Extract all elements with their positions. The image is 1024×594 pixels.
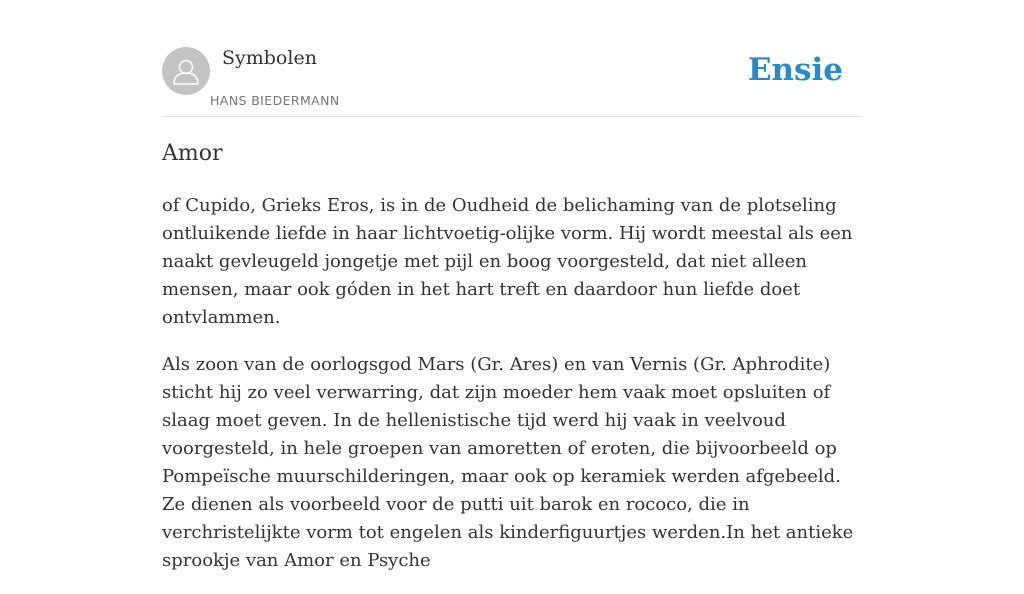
book-title[interactable]: Symbolen	[222, 47, 317, 69]
author-name[interactable]: HANS BIEDERMANN	[210, 93, 340, 108]
user-placeholder-icon	[162, 47, 210, 95]
entry-title: Amor	[162, 141, 223, 166]
header	[162, 0, 862, 117]
site-logo[interactable]: Ensie	[747, 52, 843, 88]
entry-paragraph: Als zoon van de oorlogsgod Mars (Gr. Ares) en van Vernis (Gr. Aphrodite) sticht hij zo veel verwarring, dat zijn moeder hem vaak moet opsluiten of slaag moet geven. In de hellenistische tijd werd hij vaak in veelvoud voorgesteld, in hele groepen van amoretten of eroten, die bijvoorbeeld op Pompeïsche muurschilderingen, maar ook op keramiek werden afgebeeld. Ze dienen als voorbeeld voor de putti uit barok en rococo, die in verchristelijkte vorm tot engelen als kinderfiguurtjes werden.In het antieke sprookje van Amor en Psyche	[162, 354, 854, 571]
entry-content	[162, 138, 862, 594]
entry-paragraph: of Cupido, Grieks Eros, is in de Oudheid de belichaming van de plotseling ontluikende liefde in haar lichtvoetig-olijke vorm. Hij wordt meestal als een naakt gevleugeld jongetje met pijl en boog voorgesteld, dat niet alleen mensen, maar ook góden in het hart treft en daardoor hun liefde doet ontvlammen.	[162, 195, 853, 328]
